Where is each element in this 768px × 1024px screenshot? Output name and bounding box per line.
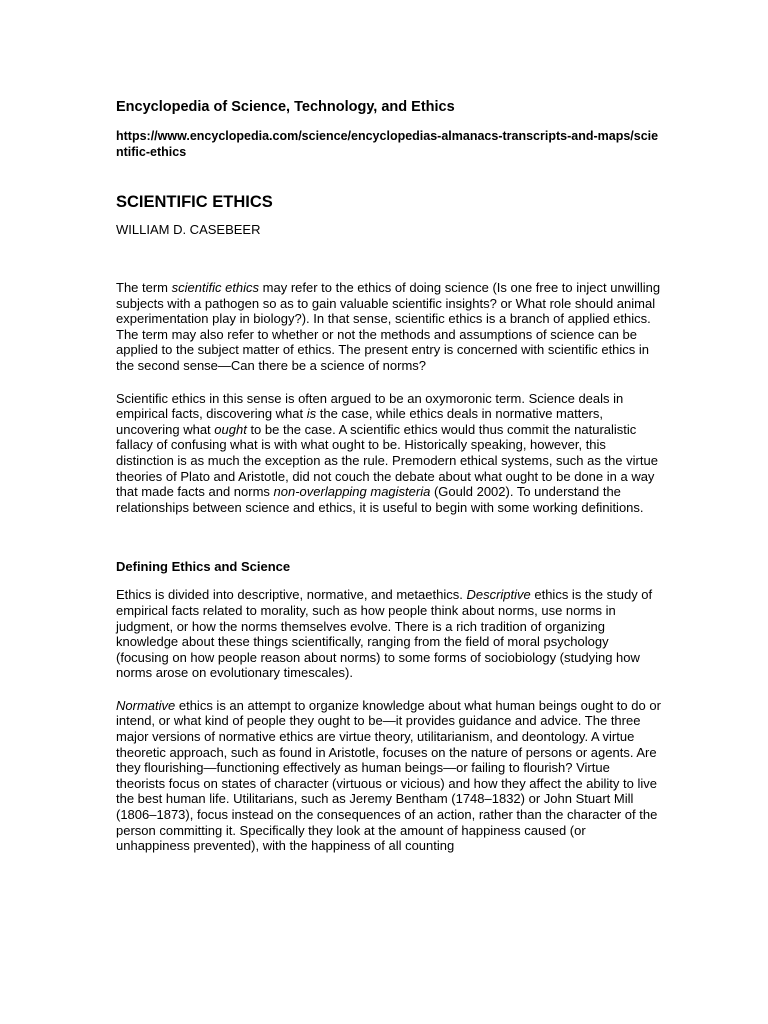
section-heading: Defining Ethics and Science: [116, 559, 291, 575]
paragraph-1-emphasis: scientific ethics: [171, 280, 260, 295]
paragraph-2-text-e: to be the case. A scientific ethics would thus commit the naturalistic fallacy of confusing what is with what ought to be. Historically speaking, however, this distinction is as much the exception as the rule. Premodern ethical systems, such as the virtue theories of Plato and Aristotle, did not couch the debate about what ought to be done in a way that made facts and norms: [116, 421, 658, 500]
paragraph-2-emphasis-is: is: [306, 406, 317, 422]
paragraph-3-text-c: ethics is the study of empirical facts related to morality, such as how people think about norms, use norms in judgment, or how the norms themselves evolve. There is a rich tradition of organizing knowledge about these things scientifically, ranging from the field of moral psychology (focusing on how people reason about norms) to some forms of sociobiology (studying how norms arose on evolutionary timescales).: [116, 587, 653, 681]
paragraph-4-emphasis: Normative: [116, 697, 176, 713]
paragraph-3-text-a: Ethics is divided into descriptive, normative, and metaethics.: [116, 587, 467, 603]
source-title: Encyclopedia of Science, Technology, and Ethics: [116, 99, 455, 115]
paragraph-2-emphasis-magisteria: non-overlapping magisteria: [273, 484, 431, 500]
paragraph-2-text-c: the case, while ethics deals in normative matters, uncovering what: [116, 406, 603, 437]
article-author: WILLIAM D. CASEBEER: [116, 222, 261, 237]
paragraph-2-text-a: Scientific ethics in this sense is often argued to be an oxymoronic term. Science deals in empirical facts, discovering what: [116, 390, 624, 422]
paragraph-1: [116, 280, 662, 374]
paragraph-3-emphasis: Descriptive: [466, 587, 531, 603]
paragraph-2-emphasis-ought: ought: [214, 421, 247, 437]
document-body: [116, 98, 662, 854]
source-url[interactable]: https://www.encyclopedia.com/science/encyclopedias-almanacs-transcripts-and-maps/scientific-ethics: [116, 129, 659, 159]
paragraph-2-text-g: (Gould 2002). To understand the relationships between science and ethics, it is useful to begin with some working definitions.: [116, 484, 644, 515]
paragraph-1-text-c: may refer to the ethics of doing science (Is one free to inject unwilling subjects with a pathogen so as to gain valuable scientific insights? or What role should animal experimentation play in biology?). In that sense, scientific ethics is a branch of applied ethics. The term may also refer to whether or not the methods and assumptions of science can be applied to the subject matter of ethics. The present entry is concerned with scientific ethics in the second sense—Can there be a science of norms?: [116, 280, 661, 373]
paragraph-3: [116, 587, 662, 681]
paragraph-1-text-a: The term: [116, 280, 172, 295]
article-title: SCIENTIFIC ETHICS: [116, 193, 273, 211]
paragraph-4: [116, 698, 662, 854]
paragraph-2: [116, 391, 662, 516]
paragraph-4-text-b: ethics is an attempt to organize knowledge about what human beings ought to do or intend, or what kind of people they ought to be—it provides guidance and advice. The three major versions of normative ethics are virtue theory, utilitarianism, and deontology. A virtue theoretic approach, such as found in Aristotle, focuses on the nature of persons or agents. Are they flourishing—functioning effectively as human beings—or failing to flourish? Virtue theorists focus on states of character (virtuous or vicious) and how they affect the ability to live the best human life. Utilitarians, such as Jeremy Bentham (1748–1832) or John Stuart Mill (1806–1873), focus instead on the consequences of an action, rather than the character of the person committing it. Specifically they look at the amount of happiness caused (or unhappiness prevented), with the happiness of all counting: [116, 697, 661, 854]
